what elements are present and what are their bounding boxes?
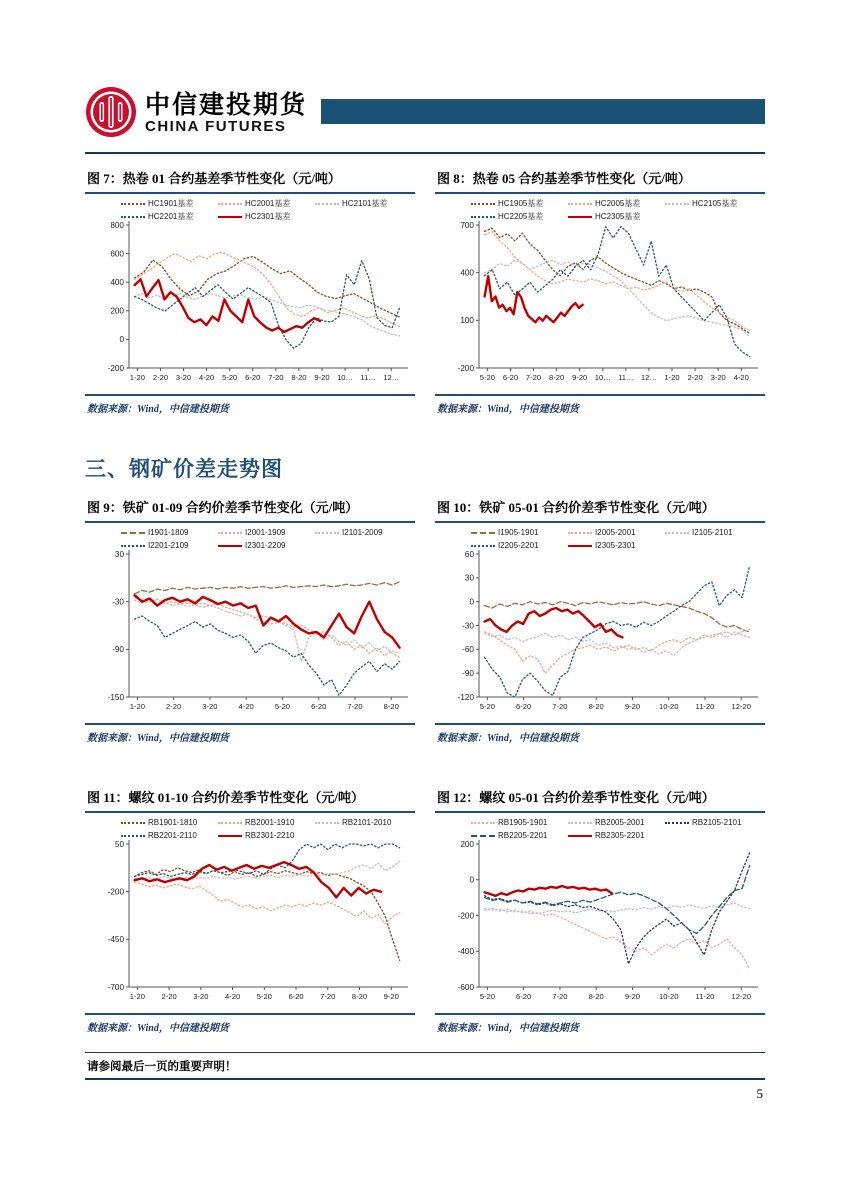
svg-text:4-20: 4-20	[199, 373, 215, 382]
legend-line-swatch	[121, 545, 145, 547]
figure-8-chart	[435, 194, 765, 392]
svg-text:-90: -90	[112, 645, 124, 655]
legend-line-swatch	[218, 545, 242, 547]
legend-item	[315, 816, 412, 829]
svg-text:10-20: 10-20	[659, 702, 679, 711]
legend-line-swatch	[568, 545, 592, 547]
legend-line-swatch	[568, 203, 592, 205]
legend-item	[471, 197, 568, 210]
legend-line-swatch	[471, 203, 495, 205]
legend-item	[218, 210, 315, 223]
svg-text:7-20: 7-20	[525, 373, 542, 382]
svg-text:60: 60	[464, 549, 474, 559]
legend-line-swatch	[315, 532, 339, 534]
legend-line-swatch	[121, 822, 145, 824]
legend-line-swatch	[568, 216, 592, 218]
legend-line-swatch	[315, 822, 339, 824]
page-number: 5	[756, 1086, 763, 1101]
svg-text:8-20: 8-20	[291, 373, 307, 382]
figure-12-source: 数据来源：Wind，中信建投期货	[435, 1013, 765, 1034]
svg-text:-200: -200	[107, 363, 124, 373]
svg-text:400: 400	[460, 268, 474, 278]
legend-label: I1905-1901	[498, 528, 539, 537]
legend-item	[121, 197, 218, 210]
legend-line-swatch	[218, 203, 242, 205]
svg-text:-400: -400	[457, 947, 474, 957]
fig10-plot	[435, 523, 765, 721]
legend-label: RB2101-2010	[342, 818, 392, 827]
svg-text:30: 30	[114, 549, 124, 559]
legend-label: RB2205-2201	[498, 831, 548, 840]
legend-line-swatch	[471, 216, 495, 218]
legend-item	[471, 816, 568, 829]
svg-text:5-20: 5-20	[479, 373, 495, 382]
legend-item	[121, 539, 218, 552]
svg-text:3-20: 3-20	[710, 373, 726, 382]
svg-text:3-20: 3-20	[175, 373, 192, 382]
svg-text:7-20: 7-20	[268, 373, 284, 382]
legend-line-swatch	[471, 532, 495, 534]
svg-text:3-20: 3-20	[202, 702, 218, 711]
legend-line-swatch	[121, 532, 145, 534]
legend-item	[568, 816, 665, 829]
svg-text:8-20: 8-20	[351, 992, 368, 1001]
figure-7-source: 数据来源：Wind，中信建投期货	[85, 394, 415, 415]
legend-label: HC2005基差	[595, 199, 641, 208]
svg-text:5-20: 5-20	[256, 992, 272, 1001]
svg-text:4-20: 4-20	[238, 702, 254, 711]
svg-text:0: 0	[469, 875, 474, 885]
legend-item	[218, 526, 315, 539]
svg-text:200: 200	[460, 839, 474, 849]
svg-text:0: 0	[119, 335, 124, 345]
svg-text:-90: -90	[462, 668, 474, 678]
figure-9-chart	[85, 523, 415, 721]
header-blue-bar	[321, 99, 765, 124]
legend-line-swatch	[121, 203, 145, 205]
figure-8-source: 数据来源：Wind，中信建投期货	[435, 394, 765, 415]
svg-text:11-20: 11-20	[695, 992, 715, 1001]
footer-disclaimer: 请参阅最后一页的重要声明！	[87, 1061, 237, 1073]
legend-item	[315, 197, 412, 210]
svg-text:2-20: 2-20	[161, 992, 177, 1001]
logo-row	[85, 86, 765, 143]
legend-label: RB2305-2201	[595, 831, 645, 840]
fig8-legend	[471, 197, 765, 223]
figure-12	[435, 784, 765, 1034]
svg-text:11…: 11…	[360, 373, 376, 382]
svg-text:8-20: 8-20	[549, 373, 565, 382]
svg-text:-200: -200	[107, 887, 124, 897]
legend-label: I2205-2201	[498, 541, 539, 550]
fig11-legend	[121, 816, 415, 842]
svg-text:8-20: 8-20	[588, 992, 604, 1001]
svg-text:2-20: 2-20	[687, 373, 703, 382]
svg-text:5-20: 5-20	[479, 702, 495, 711]
svg-text:9-20: 9-20	[572, 373, 588, 382]
svg-text:3-20: 3-20	[193, 992, 209, 1001]
legend-line-swatch	[471, 822, 495, 824]
svg-text:-150: -150	[107, 692, 124, 702]
legend-label: I2105-2101	[692, 528, 733, 537]
legend-line-swatch	[471, 545, 495, 547]
svg-text:0: 0	[469, 597, 474, 607]
legend-label: HC1901基差	[148, 199, 194, 208]
svg-text:12…: 12…	[640, 373, 657, 382]
figure-11-source: 数据来源：Wind，中信建投期货	[85, 1013, 415, 1034]
svg-text:-120: -120	[457, 692, 474, 702]
legend-item	[665, 816, 762, 829]
legend-label: HC1905基差	[498, 199, 544, 208]
svg-text:-60: -60	[462, 645, 474, 655]
legend-label: I1901-1809	[148, 528, 189, 537]
figure-10-chart	[435, 523, 765, 721]
svg-text:7-20: 7-20	[552, 992, 568, 1001]
figures-row-3	[85, 784, 765, 1034]
svg-text:1-20: 1-20	[129, 373, 145, 382]
svg-text:1-20: 1-20	[129, 992, 145, 1001]
svg-text:6-20: 6-20	[311, 702, 327, 711]
legend-label: I2005-2001	[595, 528, 636, 537]
svg-text:-30: -30	[112, 597, 124, 607]
svg-text:600: 600	[110, 249, 124, 259]
logo-name-cn: 中信建投期货	[145, 92, 308, 120]
figure-9-title: 图 9：铁矿 01-09 合约价差季节性变化（元/吨）	[85, 494, 415, 523]
legend-line-swatch	[218, 532, 242, 534]
legend-line-swatch	[218, 835, 242, 837]
legend-item	[121, 816, 218, 829]
legend-label: RB1901-1810	[148, 818, 198, 827]
legend-item	[121, 526, 218, 539]
svg-text:4-20: 4-20	[733, 373, 749, 382]
section-title: 三、钢矿价差走势图	[85, 458, 283, 481]
legend-item	[568, 539, 665, 552]
svg-text:10-20: 10-20	[659, 992, 679, 1001]
legend-label: RB2201-2110	[148, 831, 197, 840]
page-header	[85, 86, 765, 154]
svg-text:1-20: 1-20	[129, 702, 145, 711]
legend-label: RB2105-2101	[692, 818, 742, 827]
legend-item	[471, 210, 568, 223]
svg-text:7-20: 7-20	[552, 702, 568, 711]
svg-text:12-20: 12-20	[731, 702, 751, 711]
legend-item	[315, 526, 412, 539]
svg-text:9-20: 9-20	[624, 992, 641, 1001]
svg-text:30: 30	[464, 573, 474, 583]
figure-11-chart	[85, 813, 415, 1011]
svg-text:9-20: 9-20	[624, 702, 641, 711]
svg-text:8-20: 8-20	[383, 702, 399, 711]
legend-item	[568, 197, 665, 210]
svg-text:6-20: 6-20	[502, 373, 519, 382]
legend-label: HC2305基差	[595, 212, 641, 221]
legend-item	[218, 539, 315, 552]
legend-label: RB1905-1901	[498, 818, 548, 827]
svg-text:200: 200	[110, 306, 124, 316]
legend-item	[568, 210, 665, 223]
figure-7-chart	[85, 194, 415, 392]
legend-line-swatch	[218, 216, 242, 218]
fig11-plot	[85, 813, 415, 1011]
legend-item	[121, 829, 218, 842]
svg-text:7-20: 7-20	[320, 992, 336, 1001]
legend-line-swatch	[665, 203, 689, 205]
legend-line-swatch	[218, 822, 242, 824]
svg-text:50: 50	[114, 839, 124, 849]
figures-row-1	[85, 165, 765, 415]
figure-8-title: 图 8：热卷 05 合约基差季节性变化（元/吨）	[435, 165, 765, 194]
svg-text:1-20: 1-20	[664, 373, 680, 382]
figures-row-2	[85, 494, 765, 744]
legend-item	[471, 829, 568, 842]
citic-logo-icon	[85, 86, 137, 143]
svg-text:-600: -600	[457, 982, 474, 992]
legend-line-swatch	[568, 835, 592, 837]
svg-text:12-20: 12-20	[731, 992, 751, 1001]
legend-item	[568, 829, 665, 842]
svg-text:6-20: 6-20	[245, 373, 261, 382]
fig12-plot	[435, 813, 765, 1011]
figure-7	[85, 165, 415, 415]
legend-label: HC2101基差	[342, 199, 388, 208]
fig12-legend	[471, 816, 765, 842]
svg-text:5-20: 5-20	[274, 702, 291, 711]
legend-label: HC2105基差	[692, 199, 738, 208]
figure-11	[85, 784, 415, 1034]
legend-item	[665, 526, 762, 539]
legend-label: HC2205基差	[498, 212, 544, 221]
figure-10-source: 数据来源：Wind，中信建投期货	[435, 723, 765, 744]
legend-item	[665, 197, 762, 210]
fig8-plot	[435, 194, 765, 392]
figure-9-source: 数据来源：Wind，中信建投期货	[85, 723, 415, 744]
figure-12-title: 图 12：螺纹 05-01 合约价差季节性变化（元/吨）	[435, 784, 765, 813]
svg-text:-200: -200	[457, 363, 474, 373]
legend-line-swatch	[121, 216, 145, 218]
svg-text:-450: -450	[107, 935, 124, 945]
svg-text:100: 100	[460, 316, 474, 326]
svg-text:6-20: 6-20	[516, 992, 532, 1001]
legend-item	[471, 539, 568, 552]
svg-text:700: 700	[460, 220, 474, 230]
legend-label: RB2005-2001	[595, 818, 645, 827]
company-logo	[85, 86, 307, 143]
svg-text:4-20: 4-20	[224, 992, 241, 1001]
svg-text:9-20: 9-20	[314, 373, 330, 382]
legend-item	[471, 526, 568, 539]
legend-label: I2201-2109	[148, 541, 189, 550]
fig7-legend	[121, 197, 415, 223]
svg-text:400: 400	[110, 278, 124, 287]
legend-label: I2301-2209	[245, 541, 286, 550]
svg-text:-700: -700	[107, 982, 124, 992]
page-footer	[85, 1052, 765, 1102]
svg-text:11-20: 11-20	[695, 702, 715, 711]
svg-text:7-20: 7-20	[347, 702, 363, 711]
fig9-legend	[121, 526, 415, 552]
legend-line-swatch	[568, 532, 592, 534]
svg-text:2-20: 2-20	[166, 702, 182, 711]
legend-line-swatch	[315, 203, 339, 205]
svg-text:6-20: 6-20	[516, 702, 532, 711]
legend-item	[568, 526, 665, 539]
legend-item	[218, 816, 315, 829]
legend-label: HC2201基差	[148, 212, 194, 221]
legend-label: I2101-2009	[342, 528, 383, 537]
legend-label: HC2001基差	[245, 199, 291, 208]
svg-text:-200: -200	[457, 911, 474, 921]
figure-9	[85, 494, 415, 744]
legend-item	[121, 210, 218, 223]
svg-text:800: 800	[110, 220, 124, 230]
header-rule	[85, 152, 765, 154]
svg-text:9-20: 9-20	[383, 992, 399, 1001]
fig10-legend	[471, 526, 765, 552]
legend-line-swatch	[471, 835, 495, 837]
svg-text:11…: 11…	[618, 373, 634, 382]
legend-label: HC2301基差	[245, 212, 291, 221]
legend-item	[218, 829, 315, 842]
legend-item	[218, 197, 315, 210]
fig7-plot	[85, 194, 415, 392]
legend-label: I2001-1909	[245, 528, 286, 537]
figure-12-chart	[435, 813, 765, 1011]
legend-label: RB2301-2210	[245, 831, 295, 840]
page-content	[85, 0, 765, 1034]
legend-label: I2305-2301	[595, 541, 636, 550]
svg-text:12…: 12…	[383, 373, 400, 382]
logo-text	[145, 93, 307, 136]
figure-11-title: 图 11：螺纹 01-10 合约价差季节性变化（元/吨）	[85, 784, 415, 813]
legend-line-swatch	[121, 835, 145, 837]
svg-text:8-20: 8-20	[588, 702, 604, 711]
svg-text:5-20: 5-20	[479, 992, 495, 1001]
svg-text:2-20: 2-20	[152, 373, 169, 382]
figure-10-title: 图 10：铁矿 05-01 合约价差季节性变化（元/吨）	[435, 494, 765, 523]
legend-line-swatch	[665, 822, 689, 824]
logo-name-en: CHINA FUTURES	[145, 118, 287, 136]
svg-text:10…: 10…	[337, 373, 354, 382]
svg-text:6-20: 6-20	[288, 992, 304, 1001]
legend-line-swatch	[568, 822, 592, 824]
fig9-plot	[85, 523, 415, 721]
figure-7-title: 图 7：热卷 01 合约基差季节性变化（元/吨）	[85, 165, 415, 194]
legend-line-swatch	[665, 532, 689, 534]
figure-8	[435, 165, 765, 415]
svg-text:5-20: 5-20	[222, 373, 238, 382]
svg-text:10…: 10…	[594, 373, 611, 382]
legend-label: RB2001-1910	[245, 818, 295, 827]
svg-text:-30: -30	[462, 621, 474, 631]
figure-10	[435, 494, 765, 744]
